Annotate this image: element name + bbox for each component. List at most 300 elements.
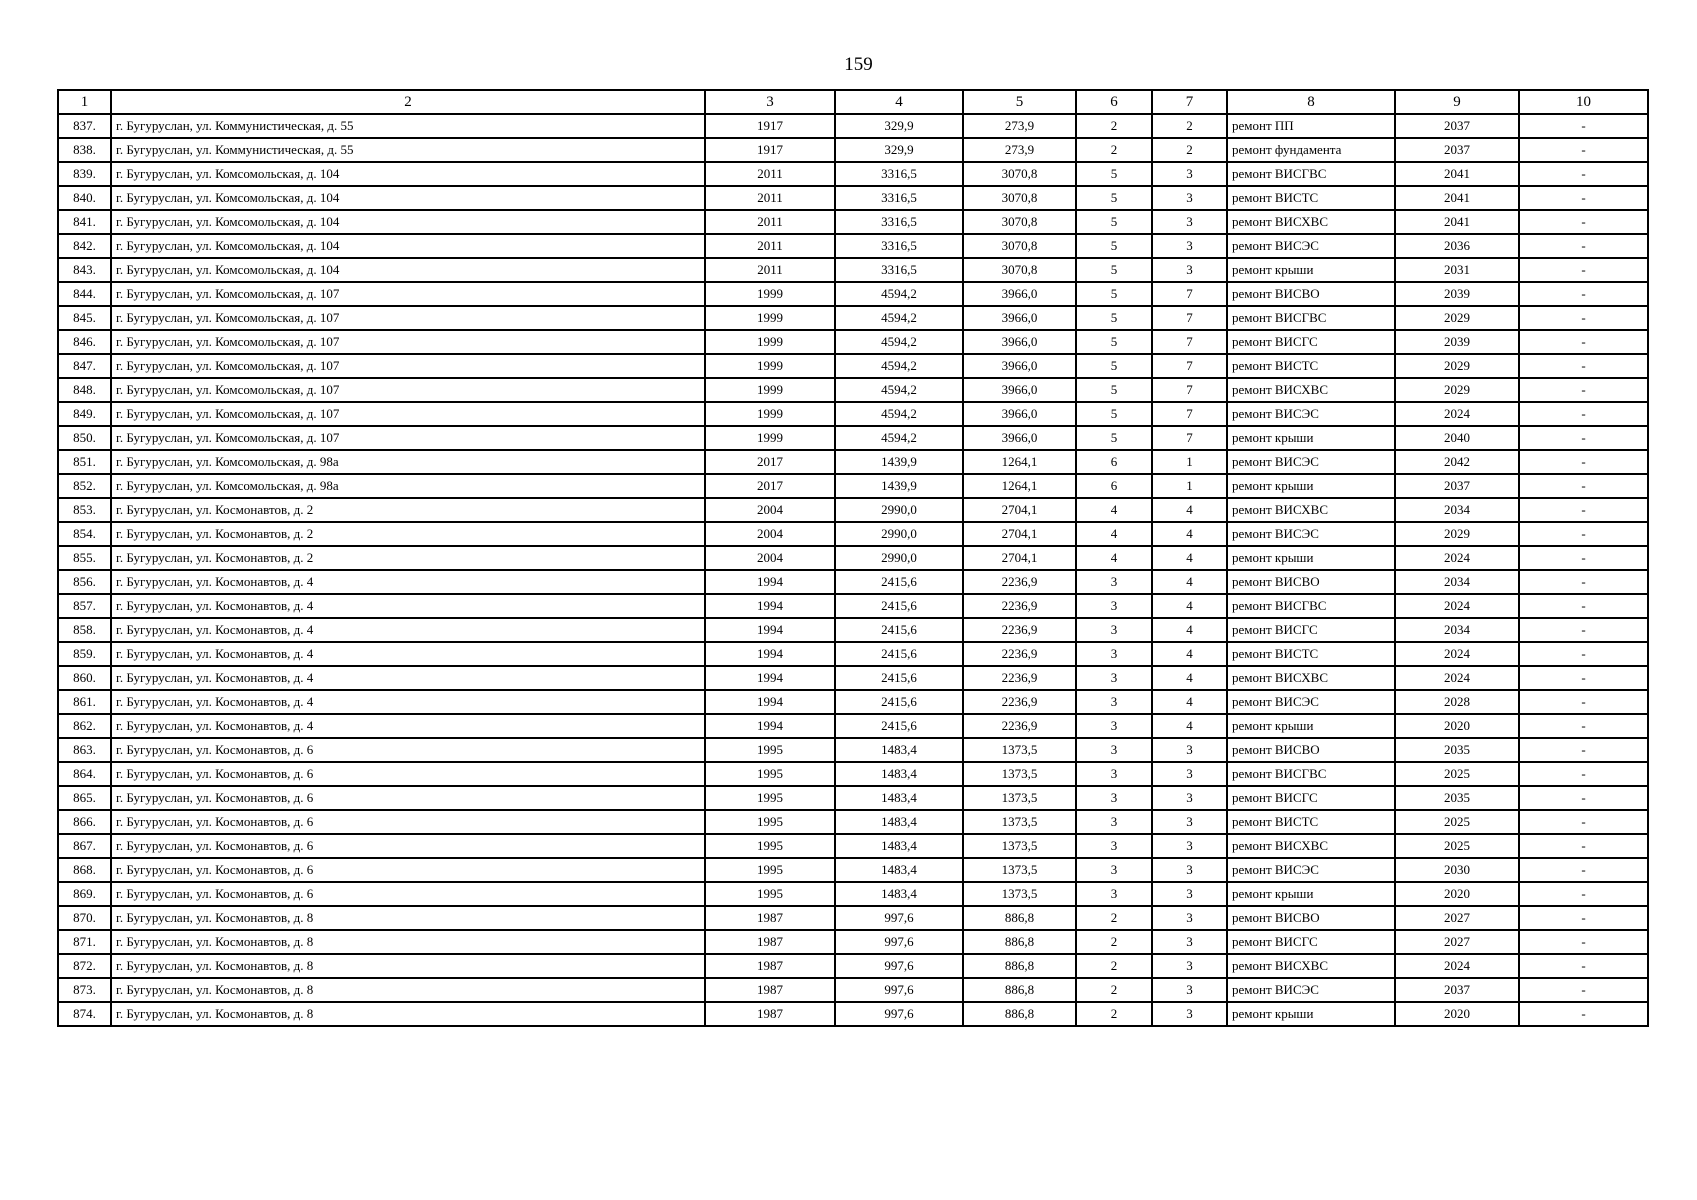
cell-work-type: ремонт ВИСЭС (1227, 522, 1395, 546)
cell-row-number: 856. (58, 570, 111, 594)
cell-floors: 3 (1076, 738, 1152, 762)
cell-row-number: 837. (58, 114, 111, 138)
cell-work-type: ремонт ВИСВО (1227, 282, 1395, 306)
cell-entrances: 4 (1152, 594, 1227, 618)
cell-living-area: 2236,9 (963, 666, 1076, 690)
cell-living-area: 1373,5 (963, 738, 1076, 762)
cell-build-year: 1987 (705, 978, 835, 1002)
cell-note: - (1519, 330, 1648, 354)
cell-total-area: 2415,6 (835, 570, 963, 594)
cell-build-year: 1999 (705, 378, 835, 402)
cell-build-year: 1994 (705, 690, 835, 714)
cell-build-year: 1995 (705, 882, 835, 906)
cell-planned-year: 2025 (1395, 762, 1519, 786)
cell-row-number: 839. (58, 162, 111, 186)
cell-total-area: 4594,2 (835, 426, 963, 450)
cell-living-area: 3966,0 (963, 426, 1076, 450)
cell-total-area: 2990,0 (835, 498, 963, 522)
cell-floors: 3 (1076, 834, 1152, 858)
cell-row-number: 847. (58, 354, 111, 378)
cell-address: г. Бугуруслан, ул. Космонавтов, д. 8 (111, 954, 705, 978)
cell-living-area: 1264,1 (963, 474, 1076, 498)
cell-row-number: 863. (58, 738, 111, 762)
cell-note: - (1519, 858, 1648, 882)
table-row (58, 906, 1648, 930)
cell-row-number: 846. (58, 330, 111, 354)
cell-address: г. Бугуруслан, ул. Комсомольская, д. 107 (111, 282, 705, 306)
cell-note: - (1519, 522, 1648, 546)
cell-address: г. Бугуруслан, ул. Комсомольская, д. 107 (111, 426, 705, 450)
cell-total-area: 997,6 (835, 1002, 963, 1026)
cell-total-area: 2415,6 (835, 666, 963, 690)
cell-total-area: 1483,4 (835, 738, 963, 762)
cell-work-type: ремонт крыши (1227, 1002, 1395, 1026)
cell-total-area: 997,6 (835, 978, 963, 1002)
table-row (58, 114, 1648, 138)
cell-address: г. Бугуруслан, ул. Космонавтов, д. 8 (111, 1002, 705, 1026)
cell-total-area: 2415,6 (835, 642, 963, 666)
cell-living-area: 1373,5 (963, 810, 1076, 834)
cell-note: - (1519, 234, 1648, 258)
cell-total-area: 2990,0 (835, 546, 963, 570)
cell-floors: 2 (1076, 138, 1152, 162)
cell-living-area: 886,8 (963, 930, 1076, 954)
cell-entrances: 3 (1152, 162, 1227, 186)
cell-planned-year: 2027 (1395, 930, 1519, 954)
cell-floors: 2 (1076, 954, 1152, 978)
cell-entrances: 3 (1152, 834, 1227, 858)
cell-note: - (1519, 450, 1648, 474)
cell-total-area: 4594,2 (835, 378, 963, 402)
table-row (58, 594, 1648, 618)
cell-planned-year: 2041 (1395, 186, 1519, 210)
cell-entrances: 3 (1152, 930, 1227, 954)
cell-living-area: 2236,9 (963, 570, 1076, 594)
cell-planned-year: 2024 (1395, 594, 1519, 618)
cell-work-type: ремонт ВИСГС (1227, 618, 1395, 642)
cell-note: - (1519, 306, 1648, 330)
column-header-7: 7 (1152, 90, 1227, 114)
cell-build-year: 1995 (705, 834, 835, 858)
cell-build-year: 1999 (705, 402, 835, 426)
cell-build-year: 1994 (705, 570, 835, 594)
cell-planned-year: 2029 (1395, 306, 1519, 330)
cell-build-year: 2011 (705, 234, 835, 258)
cell-row-number: 858. (58, 618, 111, 642)
cell-total-area: 1483,4 (835, 858, 963, 882)
cell-row-number: 838. (58, 138, 111, 162)
cell-entrances: 3 (1152, 906, 1227, 930)
cell-total-area: 1483,4 (835, 834, 963, 858)
cell-note: - (1519, 906, 1648, 930)
cell-build-year: 1999 (705, 354, 835, 378)
cell-living-area: 2236,9 (963, 690, 1076, 714)
cell-note: - (1519, 738, 1648, 762)
cell-entrances: 4 (1152, 498, 1227, 522)
cell-living-area: 3966,0 (963, 378, 1076, 402)
table-row (58, 306, 1648, 330)
cell-planned-year: 2025 (1395, 810, 1519, 834)
cell-address: г. Бугуруслан, ул. Комсомольская, д. 107 (111, 354, 705, 378)
cell-living-area: 2704,1 (963, 498, 1076, 522)
table-row (58, 378, 1648, 402)
cell-note: - (1519, 570, 1648, 594)
cell-address: г. Бугуруслан, ул. Комсомольская, д. 104 (111, 186, 705, 210)
cell-build-year: 2004 (705, 522, 835, 546)
cell-total-area: 4594,2 (835, 282, 963, 306)
cell-planned-year: 2034 (1395, 618, 1519, 642)
table-row (58, 546, 1648, 570)
cell-work-type: ремонт ВИСГВС (1227, 762, 1395, 786)
cell-address: г. Бугуруслан, ул. Комсомольская, д. 98а (111, 474, 705, 498)
cell-address: г. Бугуруслан, ул. Космонавтов, д. 6 (111, 858, 705, 882)
cell-address: г. Бугуруслан, ул. Космонавтов, д. 6 (111, 810, 705, 834)
cell-row-number: 872. (58, 954, 111, 978)
cell-build-year: 1995 (705, 786, 835, 810)
cell-address: г. Бугуруслан, ул. Комсомольская, д. 104 (111, 234, 705, 258)
cell-living-area: 2704,1 (963, 546, 1076, 570)
cell-floors: 4 (1076, 522, 1152, 546)
cell-entrances: 1 (1152, 474, 1227, 498)
column-header-5: 5 (963, 90, 1076, 114)
cell-floors: 5 (1076, 186, 1152, 210)
cell-build-year: 1995 (705, 762, 835, 786)
cell-note: - (1519, 402, 1648, 426)
cell-planned-year: 2035 (1395, 738, 1519, 762)
cell-living-area: 886,8 (963, 906, 1076, 930)
cell-entrances: 4 (1152, 666, 1227, 690)
cell-living-area: 273,9 (963, 114, 1076, 138)
cell-address: г. Бугуруслан, ул. Комсомольская, д. 104 (111, 210, 705, 234)
cell-living-area: 2236,9 (963, 618, 1076, 642)
cell-planned-year: 2034 (1395, 498, 1519, 522)
cell-total-area: 997,6 (835, 954, 963, 978)
table-row (58, 138, 1648, 162)
cell-row-number: 862. (58, 714, 111, 738)
cell-entrances: 4 (1152, 546, 1227, 570)
cell-floors: 5 (1076, 258, 1152, 282)
cell-entrances: 7 (1152, 282, 1227, 306)
cell-entrances: 3 (1152, 762, 1227, 786)
cell-floors: 3 (1076, 762, 1152, 786)
table-row (58, 426, 1648, 450)
cell-floors: 3 (1076, 666, 1152, 690)
cell-living-area: 3070,8 (963, 258, 1076, 282)
cell-address: г. Бугуруслан, ул. Космонавтов, д. 8 (111, 978, 705, 1002)
cell-row-number: 849. (58, 402, 111, 426)
table-row (58, 282, 1648, 306)
cell-entrances: 4 (1152, 690, 1227, 714)
cell-total-area: 4594,2 (835, 402, 963, 426)
cell-total-area: 329,9 (835, 114, 963, 138)
cell-address: г. Бугуруслан, ул. Космонавтов, д. 4 (111, 570, 705, 594)
cell-entrances: 3 (1152, 786, 1227, 810)
cell-planned-year: 2037 (1395, 474, 1519, 498)
cell-floors: 3 (1076, 858, 1152, 882)
cell-planned-year: 2029 (1395, 378, 1519, 402)
cell-note: - (1519, 618, 1648, 642)
cell-total-area: 1483,4 (835, 786, 963, 810)
cell-planned-year: 2037 (1395, 138, 1519, 162)
cell-total-area: 2415,6 (835, 618, 963, 642)
cell-build-year: 2004 (705, 498, 835, 522)
cell-address: г. Бугуруслан, ул. Комсомольская, д. 107 (111, 378, 705, 402)
cell-total-area: 997,6 (835, 930, 963, 954)
cell-entrances: 4 (1152, 570, 1227, 594)
cell-entrances: 4 (1152, 714, 1227, 738)
cell-build-year: 1999 (705, 330, 835, 354)
cell-total-area: 4594,2 (835, 306, 963, 330)
cell-floors: 5 (1076, 378, 1152, 402)
table-row (58, 954, 1648, 978)
cell-build-year: 1995 (705, 738, 835, 762)
cell-row-number: 861. (58, 690, 111, 714)
cell-living-area: 2236,9 (963, 642, 1076, 666)
cell-planned-year: 2037 (1395, 978, 1519, 1002)
cell-note: - (1519, 282, 1648, 306)
cell-living-area: 886,8 (963, 978, 1076, 1002)
cell-row-number: 854. (58, 522, 111, 546)
cell-floors: 5 (1076, 306, 1152, 330)
cell-address: г. Бугуруслан, ул. Комсомольская, д. 107 (111, 402, 705, 426)
cell-floors: 5 (1076, 210, 1152, 234)
cell-floors: 3 (1076, 882, 1152, 906)
cell-work-type: ремонт ВИСХВС (1227, 954, 1395, 978)
cell-row-number: 871. (58, 930, 111, 954)
cell-note: - (1519, 882, 1648, 906)
cell-note: - (1519, 786, 1648, 810)
cell-row-number: 843. (58, 258, 111, 282)
cell-planned-year: 2029 (1395, 522, 1519, 546)
cell-build-year: 1987 (705, 1002, 835, 1026)
cell-note: - (1519, 114, 1648, 138)
cell-build-year: 1994 (705, 642, 835, 666)
cell-entrances: 3 (1152, 234, 1227, 258)
cell-entrances: 4 (1152, 618, 1227, 642)
cell-row-number: 850. (58, 426, 111, 450)
cell-row-number: 874. (58, 1002, 111, 1026)
cell-work-type: ремонт крыши (1227, 882, 1395, 906)
cell-entrances: 7 (1152, 330, 1227, 354)
cell-total-area: 997,6 (835, 906, 963, 930)
cell-planned-year: 2024 (1395, 642, 1519, 666)
cell-address: г. Бугуруслан, ул. Космонавтов, д. 6 (111, 882, 705, 906)
cell-planned-year: 2029 (1395, 354, 1519, 378)
cell-note: - (1519, 666, 1648, 690)
table-row (58, 642, 1648, 666)
cell-planned-year: 2031 (1395, 258, 1519, 282)
cell-build-year: 2011 (705, 162, 835, 186)
cell-build-year: 1987 (705, 906, 835, 930)
cell-living-area: 3966,0 (963, 282, 1076, 306)
cell-floors: 4 (1076, 546, 1152, 570)
cell-planned-year: 2020 (1395, 714, 1519, 738)
cell-address: г. Бугуруслан, ул. Комсомольская, д. 104 (111, 162, 705, 186)
cell-row-number: 851. (58, 450, 111, 474)
cell-floors: 2 (1076, 1002, 1152, 1026)
cell-living-area: 1373,5 (963, 834, 1076, 858)
cell-total-area: 3316,5 (835, 258, 963, 282)
table-row (58, 210, 1648, 234)
cell-total-area: 1483,4 (835, 810, 963, 834)
cell-work-type: ремонт крыши (1227, 546, 1395, 570)
cell-note: - (1519, 162, 1648, 186)
cell-row-number: 868. (58, 858, 111, 882)
cell-planned-year: 2030 (1395, 858, 1519, 882)
cell-build-year: 1995 (705, 810, 835, 834)
table-row (58, 450, 1648, 474)
table-row (58, 978, 1648, 1002)
cell-build-year: 2017 (705, 450, 835, 474)
cell-entrances: 7 (1152, 426, 1227, 450)
cell-address: г. Бугуруслан, ул. Комсомольская, д. 98а (111, 450, 705, 474)
table-body (58, 114, 1648, 1026)
cell-living-area: 1373,5 (963, 882, 1076, 906)
table-row (58, 714, 1648, 738)
table-row (58, 690, 1648, 714)
column-header-8: 8 (1227, 90, 1395, 114)
cell-note: - (1519, 546, 1648, 570)
cell-address: г. Бугуруслан, ул. Космонавтов, д. 2 (111, 546, 705, 570)
cell-planned-year: 2037 (1395, 114, 1519, 138)
cell-work-type: ремонт ВИСГВС (1227, 306, 1395, 330)
cell-living-area: 1373,5 (963, 762, 1076, 786)
cell-planned-year: 2034 (1395, 570, 1519, 594)
cell-work-type: ремонт ВИСХВС (1227, 498, 1395, 522)
table-row (58, 570, 1648, 594)
cell-living-area: 886,8 (963, 954, 1076, 978)
cell-work-type: ремонт крыши (1227, 474, 1395, 498)
cell-total-area: 1439,9 (835, 450, 963, 474)
table-row (58, 258, 1648, 282)
cell-floors: 3 (1076, 570, 1152, 594)
cell-row-number: 844. (58, 282, 111, 306)
cell-work-type: ремонт ВИСВО (1227, 570, 1395, 594)
cell-work-type: ремонт ВИСГВС (1227, 162, 1395, 186)
cell-living-area: 2236,9 (963, 714, 1076, 738)
cell-note: - (1519, 810, 1648, 834)
cell-floors: 3 (1076, 786, 1152, 810)
column-header-4: 4 (835, 90, 963, 114)
cell-planned-year: 2024 (1395, 546, 1519, 570)
cell-address: г. Бугуруслан, ул. Космонавтов, д. 4 (111, 594, 705, 618)
cell-row-number: 860. (58, 666, 111, 690)
cell-work-type: ремонт ВИСЭС (1227, 978, 1395, 1002)
cell-address: г. Бугуруслан, ул. Космонавтов, д. 6 (111, 762, 705, 786)
table-row (58, 1002, 1648, 1026)
cell-address: г. Бугуруслан, ул. Космонавтов, д. 2 (111, 522, 705, 546)
table-row (58, 498, 1648, 522)
cell-living-area: 3966,0 (963, 354, 1076, 378)
cell-row-number: 873. (58, 978, 111, 1002)
cell-note: - (1519, 1002, 1648, 1026)
table-row (58, 834, 1648, 858)
cell-entrances: 1 (1152, 450, 1227, 474)
cell-planned-year: 2024 (1395, 954, 1519, 978)
cell-floors: 3 (1076, 594, 1152, 618)
housing-repair-table (57, 89, 1649, 1027)
cell-entrances: 4 (1152, 642, 1227, 666)
cell-address: г. Бугуруслан, ул. Космонавтов, д. 4 (111, 642, 705, 666)
cell-work-type: ремонт ВИСЭС (1227, 690, 1395, 714)
table-row (58, 186, 1648, 210)
cell-work-type: ремонт фундамента (1227, 138, 1395, 162)
cell-note: - (1519, 426, 1648, 450)
cell-work-type: ремонт ПП (1227, 114, 1395, 138)
cell-note: - (1519, 762, 1648, 786)
cell-entrances: 3 (1152, 858, 1227, 882)
table-row (58, 234, 1648, 258)
column-header-6: 6 (1076, 90, 1152, 114)
cell-address: г. Бугуруслан, ул. Космонавтов, д. 4 (111, 666, 705, 690)
cell-planned-year: 2024 (1395, 666, 1519, 690)
cell-build-year: 1994 (705, 618, 835, 642)
cell-total-area: 329,9 (835, 138, 963, 162)
cell-note: - (1519, 258, 1648, 282)
cell-row-number: 869. (58, 882, 111, 906)
cell-living-area: 3966,0 (963, 402, 1076, 426)
cell-work-type: ремонт крыши (1227, 258, 1395, 282)
cell-planned-year: 2020 (1395, 1002, 1519, 1026)
cell-living-area: 1264,1 (963, 450, 1076, 474)
cell-work-type: ремонт ВИСГС (1227, 786, 1395, 810)
table-row (58, 810, 1648, 834)
cell-total-area: 4594,2 (835, 330, 963, 354)
cell-address: г. Бугуруслан, ул. Космонавтов, д. 2 (111, 498, 705, 522)
cell-build-year: 2011 (705, 258, 835, 282)
cell-row-number: 848. (58, 378, 111, 402)
cell-build-year: 1917 (705, 114, 835, 138)
cell-entrances: 3 (1152, 882, 1227, 906)
cell-planned-year: 2040 (1395, 426, 1519, 450)
cell-address: г. Бугуруслан, ул. Космонавтов, д. 4 (111, 714, 705, 738)
table-row (58, 474, 1648, 498)
cell-build-year: 2011 (705, 186, 835, 210)
cell-build-year: 2004 (705, 546, 835, 570)
cell-note: - (1519, 954, 1648, 978)
cell-row-number: 857. (58, 594, 111, 618)
cell-entrances: 3 (1152, 258, 1227, 282)
page-number: 159 (844, 54, 873, 75)
cell-work-type: ремонт ВИСХВС (1227, 666, 1395, 690)
table-row (58, 858, 1648, 882)
cell-planned-year: 2024 (1395, 402, 1519, 426)
cell-living-area: 3070,8 (963, 234, 1076, 258)
cell-row-number: 859. (58, 642, 111, 666)
cell-build-year: 1987 (705, 930, 835, 954)
cell-address: г. Бугуруслан, ул. Космонавтов, д. 8 (111, 906, 705, 930)
cell-floors: 5 (1076, 330, 1152, 354)
cell-note: - (1519, 498, 1648, 522)
cell-planned-year: 2025 (1395, 834, 1519, 858)
cell-planned-year: 2020 (1395, 882, 1519, 906)
cell-entrances: 3 (1152, 978, 1227, 1002)
cell-build-year: 1999 (705, 306, 835, 330)
cell-work-type: ремонт ВИСТС (1227, 810, 1395, 834)
cell-living-area: 3966,0 (963, 330, 1076, 354)
cell-row-number: 842. (58, 234, 111, 258)
table-row (58, 402, 1648, 426)
cell-total-area: 4594,2 (835, 354, 963, 378)
cell-entrances: 7 (1152, 402, 1227, 426)
table-row (58, 618, 1648, 642)
cell-total-area: 2990,0 (835, 522, 963, 546)
cell-build-year: 1917 (705, 138, 835, 162)
column-header-1: 1 (58, 90, 111, 114)
cell-living-area: 1373,5 (963, 858, 1076, 882)
cell-living-area: 2704,1 (963, 522, 1076, 546)
cell-build-year: 1994 (705, 714, 835, 738)
